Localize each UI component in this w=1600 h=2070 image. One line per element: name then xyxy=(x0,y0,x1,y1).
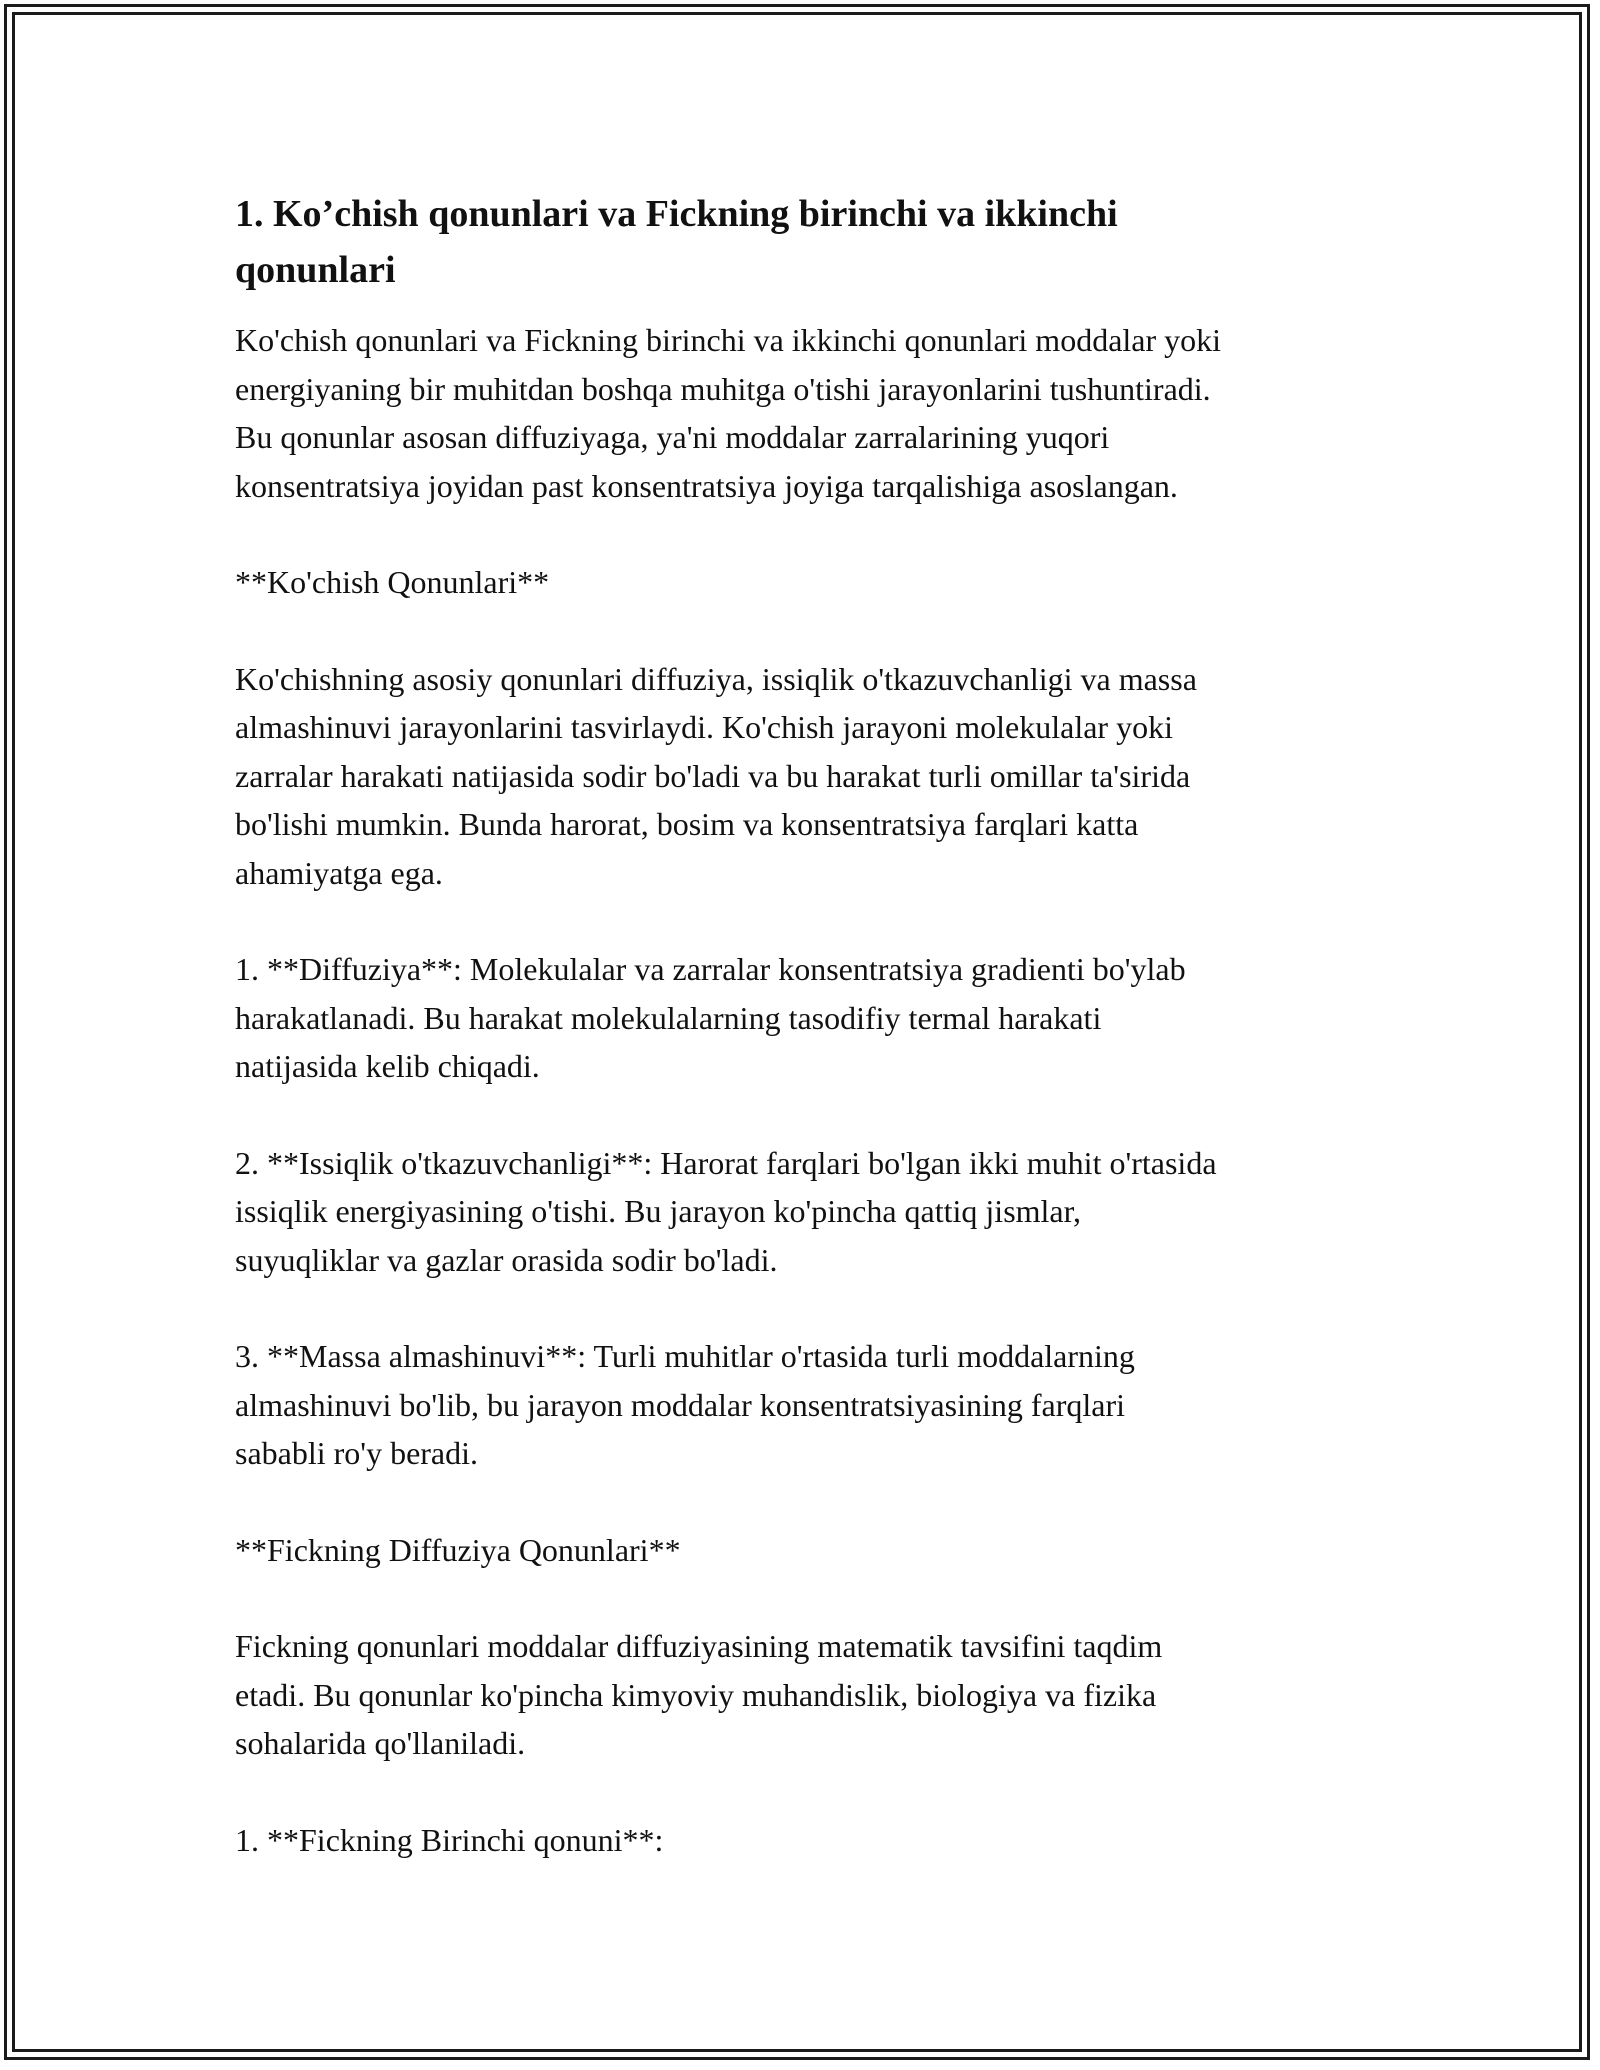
paragraph-intro: Ko'chish qonunlari va Fickning birinchi va ikkinchi qonunlari moddalar yoki energiyaning bir muhitdan boshqa muhitga o'tishi jarayonlarini tushuntiradi. Bu qonunlar asosan diffuziyaga, ya'ni moddalar zarralarining yuqori konsentratsiya joyidan past konsentratsiya joyiga tarqalishiga asoslangan. xyxy=(235,322,1222,504)
section-heading-fick-qonunlari: **Fickning Diffuziya Qonunlari** xyxy=(235,1531,681,1568)
list-item-diffuziya: 1. **Diffuziya**: Molekulalar va zarralar konsentratsiya gradienti bo'ylab harakatlanadi. Bu harakat molekulalarning tasodifiy termal harakati natijasida kelib chiqadi. xyxy=(235,951,1186,1084)
list-item-massa: 3. **Massa almashinuvi**: Turli muhitlar o'rtasida turli moddalarning almashinuvi bo'lib, bu jarayon moddalar konsentratsiyasining farqlari sababli ro'y beradi. xyxy=(235,1338,1135,1471)
section-heading-kochish-qonunlari: **Ko'chish Qonunlari** xyxy=(235,564,550,600)
list-item-fick-birinchi: 1. **Fickning Birinchi qonuni**: xyxy=(235,1821,664,1858)
page-title: 1. Ko’chish qonunlari va Fickning birinchi va ikkinchi qonunlari xyxy=(235,193,1118,291)
document-body xyxy=(235,186,1375,1864)
paragraph-fick-overview: Fickning qonunlari moddalar diffuziyasining matematik tavsifini taqdim etadi. Bu qonunlar ko'pincha kimyoviy muhandislik, biologiya va fizika sohalarida qo'llaniladi. xyxy=(235,1628,1163,1761)
paragraph-kochish-overview: Ko'chishning asosiy qonunlari diffuziya, issiqlik o'tkazuvchanligi va massa almashinuvi jarayonlarini tasvirlaydi. Ko'chish jarayoni molekulalar yoki zarralar harakati natijasida sodir bo'ladi va bu harakat turli omillar ta'sirida bo'lishi mumkin. Bunda harorat, bosim va konsentratsiya farqlari katta ahamiyatga ega. xyxy=(235,660,1197,891)
list-item-issiqlik: 2. **Issiqlik o'tkazuvchanligi**: Harorat farqlari bo'lgan ikki muhit o'rtasida issiqlik energiyasining o'tishi. Bu jarayon ko'pincha qattiq jismlar, suyuqliklar va gazlar orasida sodir bo'ladi. xyxy=(235,1144,1217,1278)
